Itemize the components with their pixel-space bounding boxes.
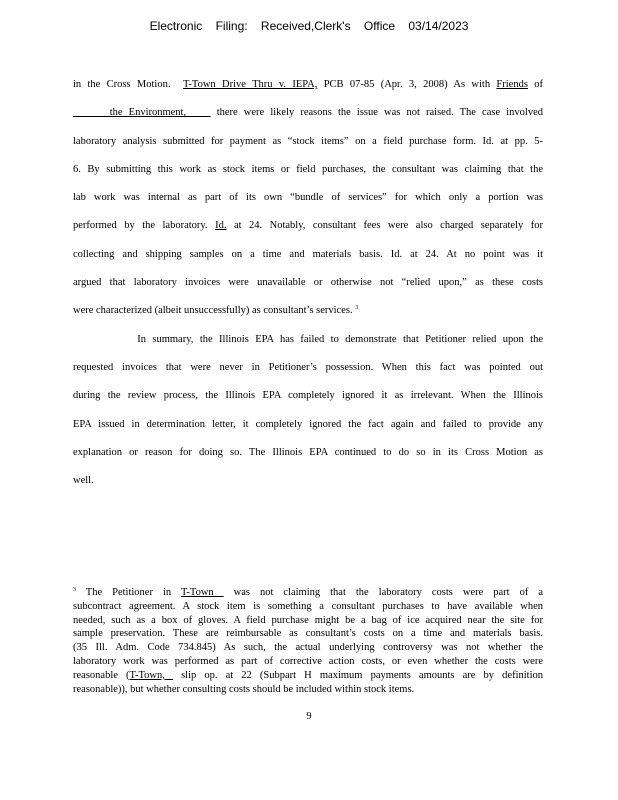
citation-text: Id. [215,220,227,232]
body-line [73,439,543,467]
text-run: EPA issued in determination letter, it completely ignored the fact again and failed to provide any [73,418,543,430]
text-run: requested invoices that were never in Petitioner’s possession. When this fact was pointed out [73,361,543,373]
footnote-marker: 3 [355,305,359,312]
footnote-line [73,614,543,628]
text-run: reasonable ( [73,669,130,681]
text-run: there were likely reasons the issue was not raised. The case involved [210,107,543,119]
footnotes [73,586,543,696]
text-run: PCB 07-85 (Apr. 3, 2008) As with [317,79,497,90]
text-run: subcontract agreement. A stock item is something a consultant purchases to have available when [73,600,543,612]
text-run: well. [73,475,94,487]
text-run: of [527,79,544,90]
text-run: needed, such as a box of gloves. A field purchase might be a bag of ice acquired near the site for [73,614,543,626]
filing-header: Electronic Filing: Received,Clerk's Office 03/14/2023 [149,19,469,33]
body-line [73,128,543,156]
body-line [73,382,543,410]
text-run: In summary, the Illinois EPA has failed to demonstrate that Petitioner relied upon the [73,333,543,345]
citation-text: T-Town [180,587,224,598]
text-run: reasonable)), but whether consulting costs should be included within stock items. [73,683,415,695]
text-run: (35 Ill. Adm. Code 734.845) As such, the actual underlying controversy was not whether the [73,642,543,654]
text-run: argued that laboratory invoices were unavailable or otherwise not “relied upon,” as these costs [73,277,543,289]
text-run: laboratory work was performed as part of corrective action costs, or even whether the costs were [73,655,543,667]
footnote-line [73,655,543,669]
text-run: lab work was internal as part of its own “bundle of services” for which only a portion was [73,192,543,204]
body-line [73,411,543,439]
body-line [73,212,543,240]
text-run: collecting and shipping samples on a time and materials basis. Id. at 24. At no point was it [73,248,543,260]
citation-text: T-Town, [129,669,173,681]
body-line [73,269,543,297]
citation-text: T-Town Drive Thru v. IEPA, [182,79,318,90]
footnote-line [73,600,543,614]
text-run: in the Cross Motion. [73,79,183,90]
text-run: performed by the laboratory. [73,220,216,232]
body-text [73,71,543,495]
body-line [73,326,543,354]
footnote-line [73,641,543,655]
body-line [73,297,543,325]
text-run: during the review process, the Illinois EPA completely ignored it as irrelevant. When the Illinois [73,390,543,402]
body-line [73,156,543,184]
citation-text: the Environment, [73,107,211,119]
text-run: was not claiming that the laboratory costs were part of a [223,587,543,598]
body-line [73,467,543,495]
page-number: 9 [306,711,312,722]
footnote-line [73,669,543,683]
text-run: laboratory analysis submitted for payment as “stock items” on a field purchase form. Id. at pp. 5- [73,135,543,147]
text-run: slip op. at 22 (Subpart H maximum payments amounts are by definition [172,669,543,681]
body-line [73,184,543,212]
text-run: The Petitioner in [76,587,181,598]
text-run: 6. By submitting this work as stock items or field purchases, the consultant was claiming that the [73,163,543,175]
text-run: at 24. Notably, consultant fees were also charged separately for [226,220,543,232]
body-line [73,241,543,269]
text-run: explanation or reason for doing so. The Illinois EPA continued to do so in its Cross Motion as [73,446,543,458]
footnote-line [73,683,543,697]
text-run: were characterized (albeit unsuccessfully) as consultant’s services. [73,305,356,317]
footnote-line [73,627,543,641]
text-run: sample preservation. These are reimbursable as consultant’s costs on a time and materials basis. [73,628,543,640]
footnote-marker: 3 [73,587,76,593]
footnote-line [73,586,543,600]
body-line [73,99,543,127]
body-line [73,354,543,382]
citation-text: Friends [496,79,528,90]
body-line [73,71,543,99]
